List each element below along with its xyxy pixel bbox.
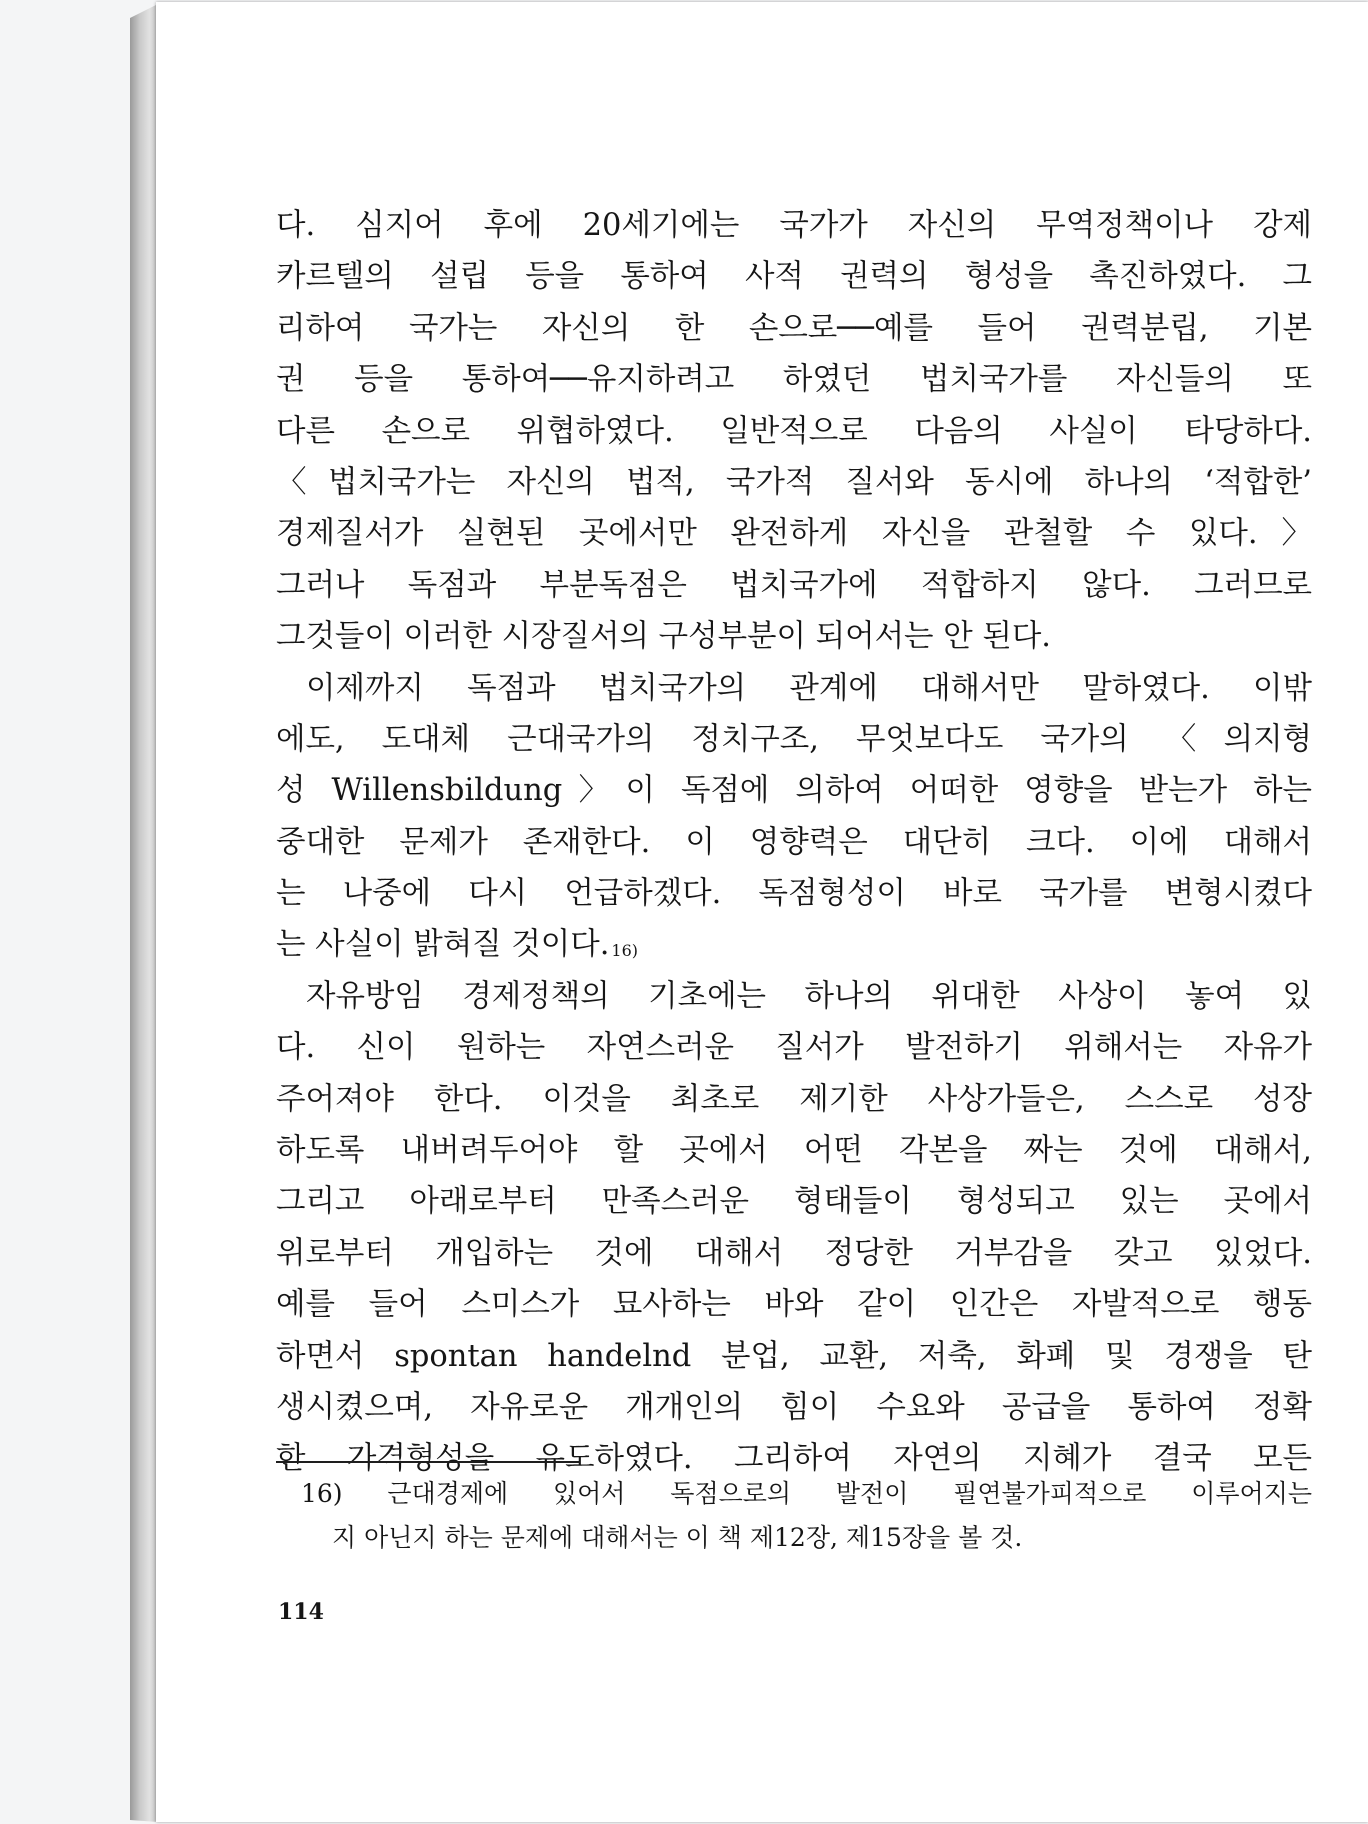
text-line: 경제질서가 실현된 곳에서만 완전하게 자신을 관철할 수 있다.〉 [276,516,1312,552]
text-line: 하면서 spontan handelnd 분업, 교환, 저축, 화폐 및 경쟁을 탄 [276,1338,1312,1374]
text-line: 그러나 독점과 부분독점은 법치국가에 적합하지 않다. 그러므로 [276,567,1312,603]
text-line: 다. 신이 원하는 자연스러운 질서가 발전하기 위해서는 자유가 [276,1030,1312,1066]
text-line: 위로부터 개입하는 것에 대해서 정당한 거부감을 갖고 있었다. [276,1235,1312,1271]
text-line: 자유방임 경제정책의 기초에는 하나의 위대한 사상이 놓여 있 [306,978,1312,1014]
footnote [301,1472,1312,1560]
text-line: 성 Willensbildung〉이 독점에 의하여 어떠한 영향을 받는가 하는 [276,773,1312,809]
text-line: 〈법치국가는 자신의 법적, 국가적 질서와 동시에 하나의 ‘적합한’ [276,464,1312,500]
text-line: 그것들이 이러한 시장질서의 구성부분이 되어서는 안 된다. [276,619,1051,655]
text-line: 리하여 국가는 자신의 한 손으로──예를 들어 권력분립, 기본 [276,310,1312,346]
text-line: 다. 심지어 후에 20세기에는 국가가 자신의 무역정책이나 강제 [276,208,1312,243]
text-line: 예를 들어 스미스가 묘사하는 바와 같이 인간은 자발적으로 행동 [276,1287,1312,1323]
text-line: 는 나중에 다시 언급하겠다. 독점형성이 바로 국가를 변형시켰다 [276,876,1312,912]
text-line: 생시켰으며, 자유로운 개개인의 힘이 수요와 공급을 통하여 정확 [276,1389,1312,1425]
text-line: 에도, 도대체 근대국가의 정치구조, 무엇보다도 국가의 〈의지형 [276,721,1312,757]
footnote-reference: 16) [611,941,639,961]
text-line: 권 등을 통하여──유지하려고 하였던 법치국가를 자신들의 또 [276,362,1312,398]
body-text [276,200,1312,1485]
text-line: 하도록 내버려두어야 할 곳에서 어떤 각본을 짜는 것에 대해서, [276,1133,1312,1169]
footnote-line: 16) 근대경제에 있어서 독점으로의 발전이 필연불가피적으로 이루어지는 [301,1479,1312,1508]
text-line: 중대한 문제가 존재한다. 이 영향력은 대단히 크다. 이에 대해서 [276,824,1312,860]
text-line: 주어져야 한다. 이것을 최초로 제기한 사상가들은, 스스로 성장 [276,1081,1312,1117]
footnote-line: 지 아닌지 하는 문제에 대해서는 이 책 제12장, 제15장을 볼 것. [332,1523,1023,1552]
text-line: 한 가격형성을 유도하였다. 그리하여 자연의 지혜가 결국 모든 [276,1441,1312,1477]
text-line-content: 는 사실이 밝혀질 것이다. [276,927,610,963]
footnote-divider [276,1461,580,1463]
page-edge [130,4,158,1822]
page-number: 114 [278,1599,324,1625]
text-line: 그리고 아래로부터 만족스러운 형태들이 형성되고 있는 곳에서 [276,1184,1312,1220]
text-line: 카르텔의 설립 등을 통하여 사적 권력의 형성을 촉진하였다. 그 [276,259,1312,295]
text-line: 다른 손으로 위협하였다. 일반적으로 다음의 사실이 타당하다. [276,413,1312,449]
text-line-with-footnote [276,919,1312,970]
book-page [156,2,1368,1822]
text-line: 이제까지 독점과 법치국가의 관계에 대해서만 말하였다. 이밖 [306,670,1312,706]
